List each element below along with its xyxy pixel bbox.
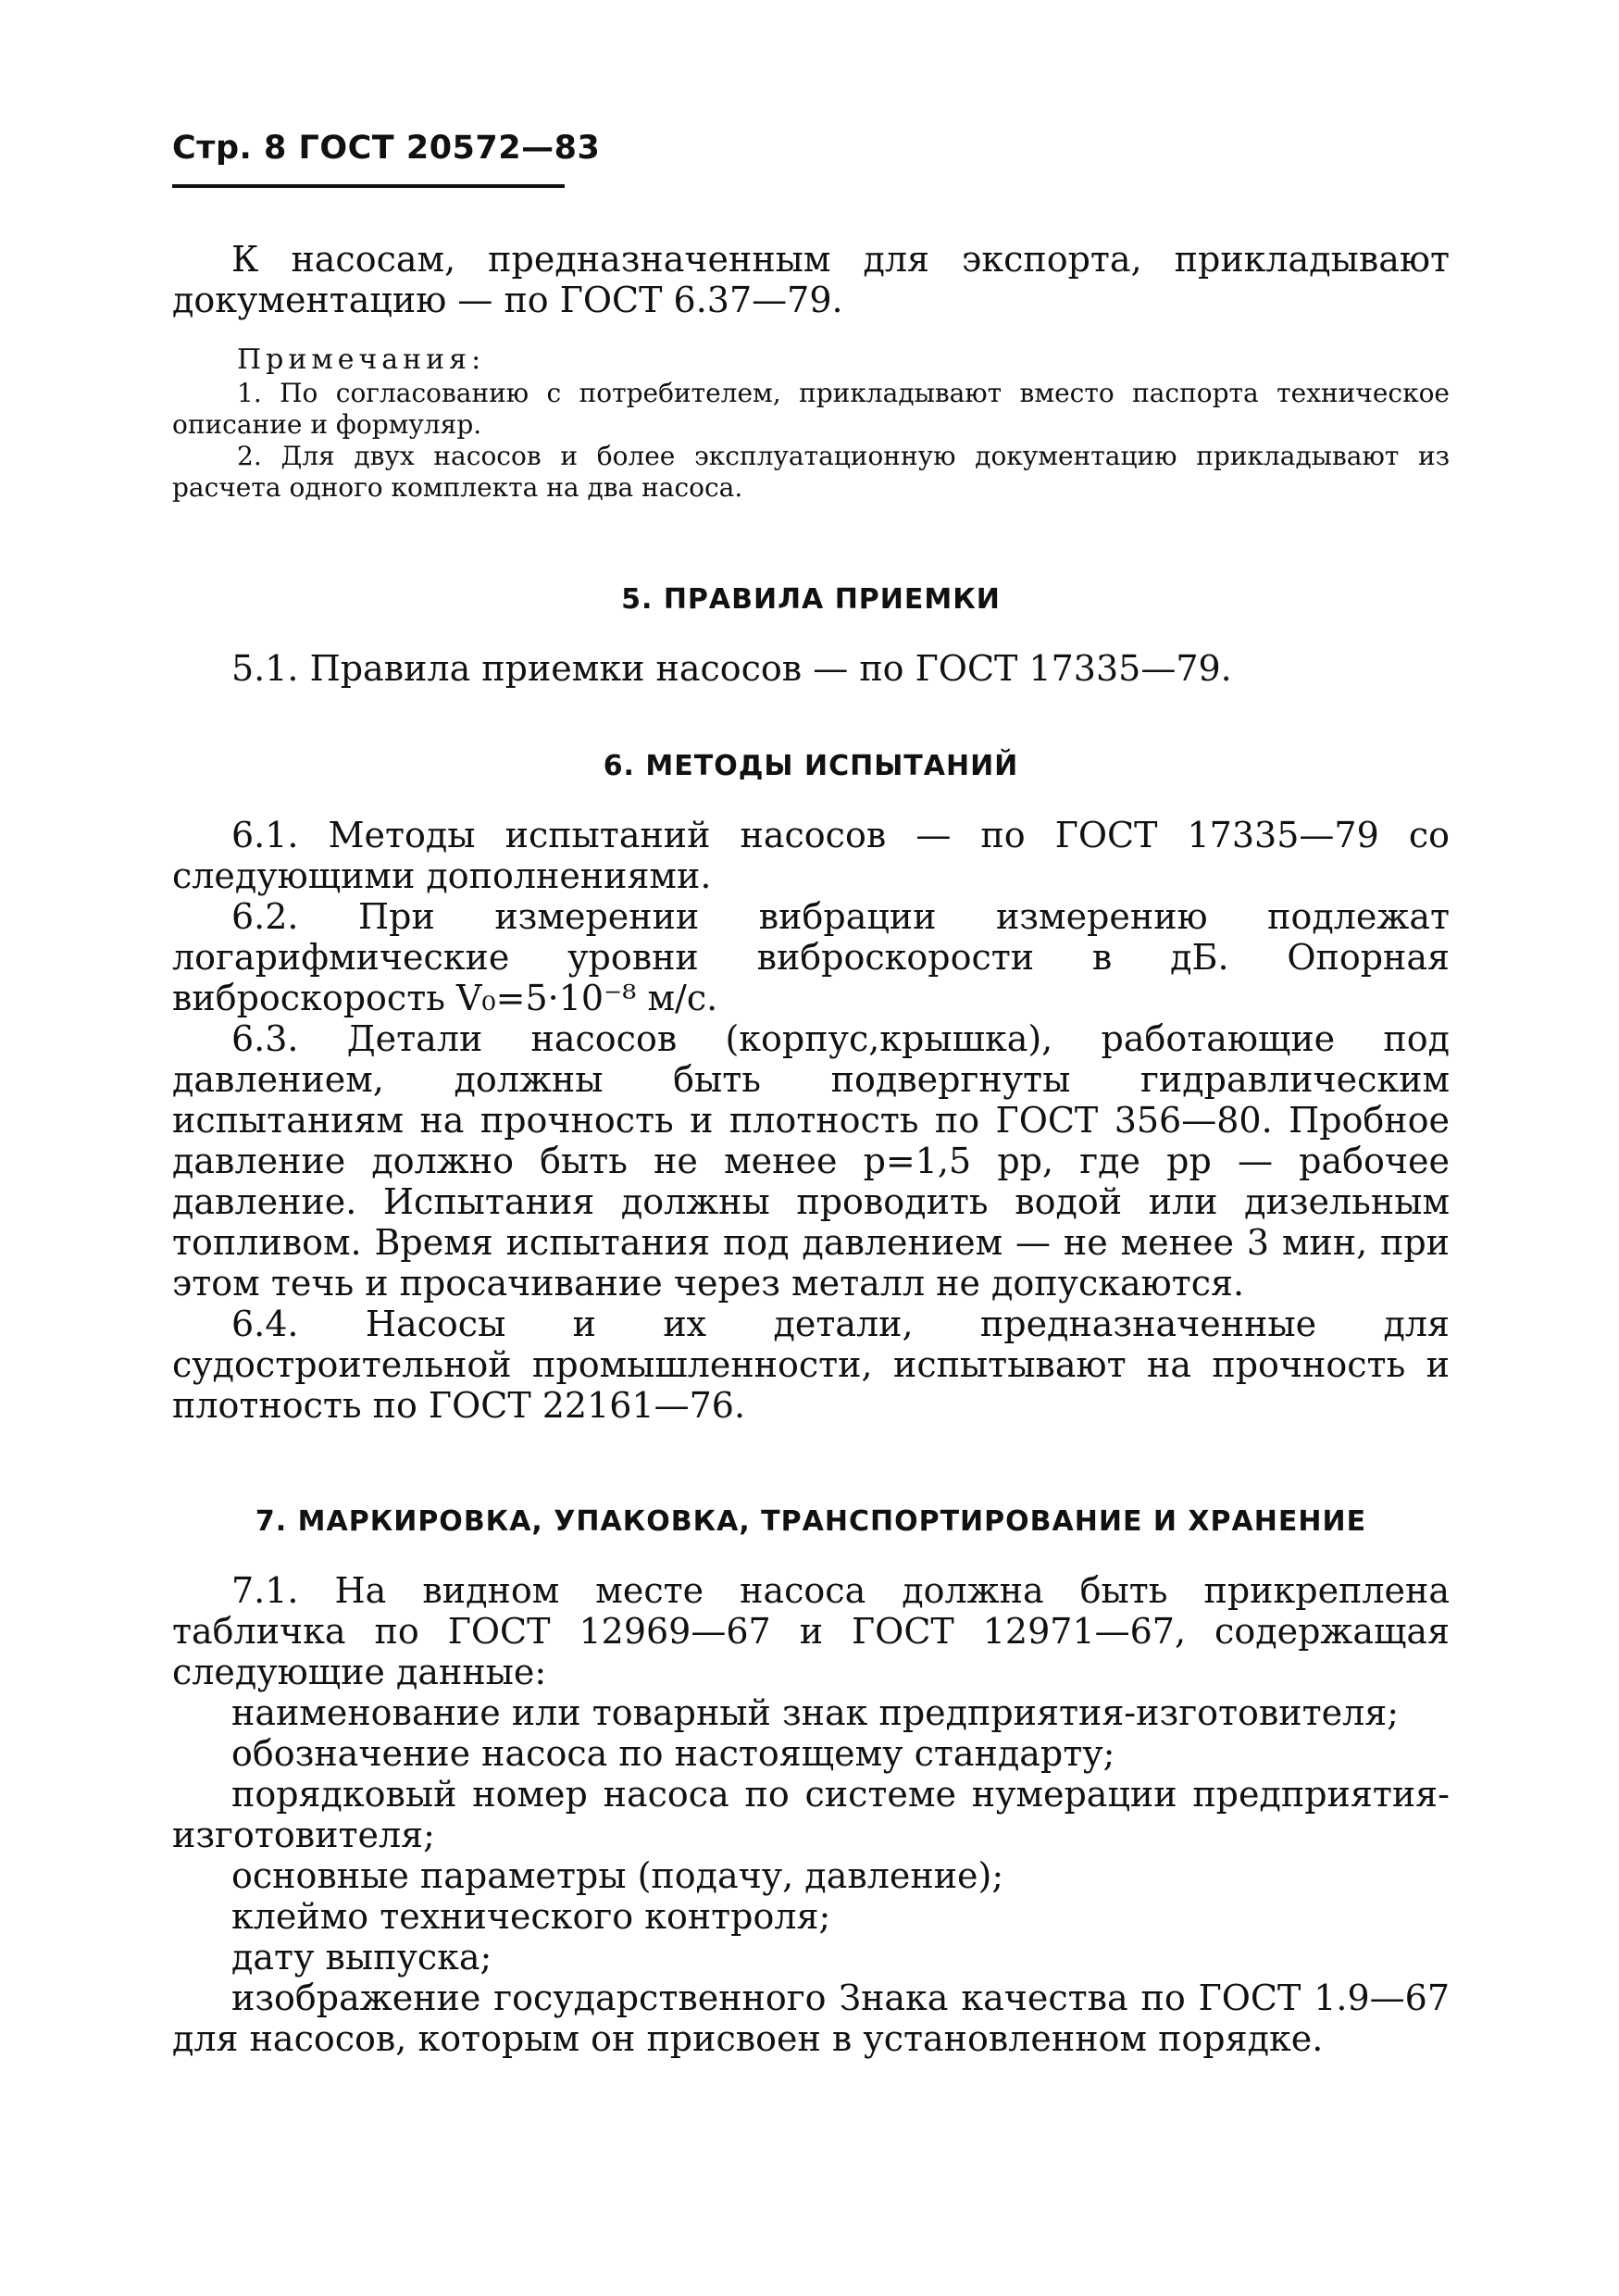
section-6-body: [172, 815, 1450, 1426]
list-item: клеймо технического контроля;: [231, 1896, 831, 1937]
note-item-2: 2. Для двух насосов и более эксплуатационную документацию прикладывают из расчета одного комплекта на два насоса.: [172, 441, 1450, 503]
list-item: основные параметры (подачу, давление);: [231, 1855, 1004, 1896]
paragraph-5-1: 5.1. Правила приемки насосов — по ГОСТ 17335—79.: [231, 648, 1232, 689]
paragraph-6-2: 6.2. При измерении вибрации измерению подлежат логарифмические уровни виброскорости в дБ. Опорная виброскорость V₀=5·10⁻⁸ м/с.: [172, 896, 1450, 1018]
header-rule: [172, 184, 565, 188]
section-5-title: 5. ПРАВИЛА ПРИЕМКИ: [621, 583, 1001, 616]
intro-paragraph: К насосам, предназначенным для экспорта, прикладывают документацию — по ГОСТ 6.37—79.: [172, 239, 1450, 320]
section-7-body: [172, 1570, 1450, 2059]
paragraph-7-1: 7.1. На видном месте насоса должна быть прикреплена табличка по ГОСТ 12969—67 и ГОСТ 12971—67, содержащая следующие данные:: [172, 1570, 1450, 1692]
paragraph-6-4: 6.4. Насосы и их детали, предназначенные для судостроительной промышленности, испытывают на прочность и плотность по ГОСТ 22161—76.: [172, 1304, 1450, 1426]
paragraph-6-1: 6.1. Методы испытаний насосов — по ГОСТ 17335—79 со следующими дополнениями.: [172, 815, 1450, 896]
list-item: дату выпуска;: [231, 1937, 492, 1978]
list-item: изображение государственного Знака качества по ГОСТ 1.9—67 для насосов, которым он присвоен в установленном порядке.: [172, 1978, 1450, 2059]
paragraph-6-3: 6.3. Детали насосов (корпус,крышка), работающие под давлением, должны быть подвергнуты гидравлическим испытаниям на прочность и плотность по ГОСТ 356—80. Пробное давление должно быть не менее p=1,5 pр, где pр — рабочее давление. Испытания должны проводить водой или дизельным топливом. Время испытания под давлением — не менее 3 мин, при этом течь и просачивание через металл не допускаются.: [172, 1018, 1450, 1304]
list-item: наименование или товарный знак предприятия-изготовителя;: [231, 1692, 1400, 1733]
list-item: обозначение насоса по настоящему стандарту;: [231, 1733, 1115, 1774]
intro-block: [172, 239, 1450, 320]
notes-title: Примечания:: [237, 343, 486, 376]
notes-block: [172, 344, 1450, 504]
section-6-title: 6. МЕТОДЫ ИСПЫТАНИЙ: [603, 750, 1019, 782]
note-item-1: 1. По согласованию с потребителем, прикладывают вместо паспорта техническое описание и формуляр.: [172, 378, 1450, 440]
section-5-body: [172, 648, 1450, 689]
section-7-title: 7. МАРКИРОВКА, УПАКОВКА, ТРАНСПОРТИРОВАНИЕ И ХРАНЕНИЕ: [255, 1505, 1367, 1538]
page-header: Стр. 8 ГОСТ 20572—83: [172, 130, 601, 167]
list-item: порядковый номер насоса по системе нумерации предприятия-изготовителя;: [172, 1774, 1450, 1855]
